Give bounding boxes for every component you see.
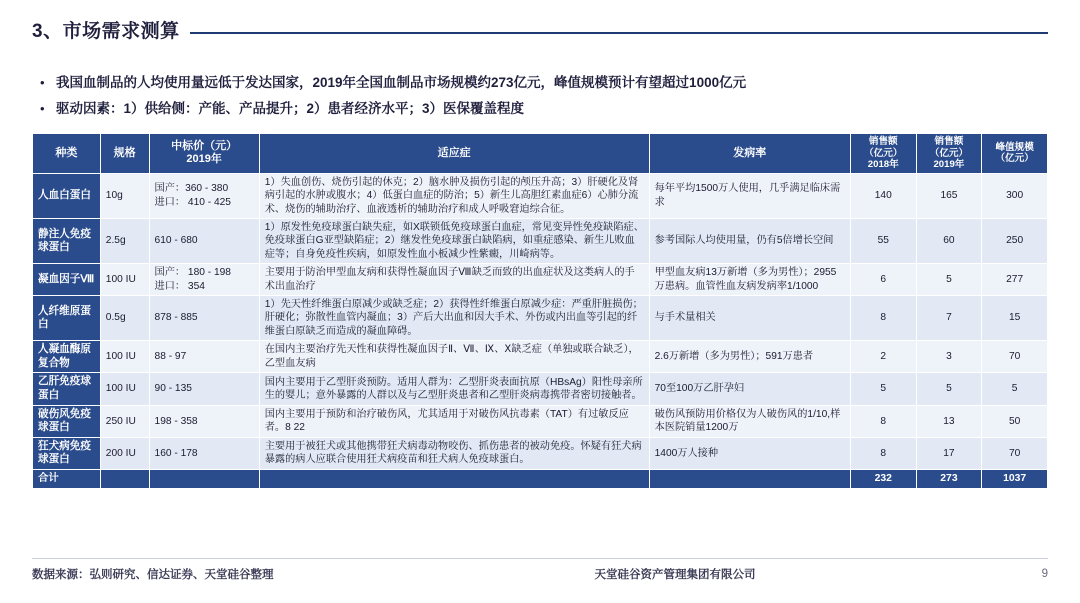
table-row bbox=[33, 219, 1048, 264]
cell-sales-2019: 7 bbox=[916, 296, 982, 341]
cell-peak: 250 bbox=[982, 219, 1048, 264]
data-table bbox=[32, 133, 1048, 489]
cell-sales-2018: 5 bbox=[850, 373, 916, 405]
list-item bbox=[40, 72, 1050, 94]
table-row bbox=[33, 373, 1048, 405]
cell-indication: 国内主要用于乙型肝炎预防。适用人群为：乙型肝炎表面抗原（HBsAg）阳性母亲所生的婴儿；意外暴露的人群以及与乙型肝炎患者和乙型肝炎病毒携带者密切接触者。 bbox=[259, 373, 649, 405]
cell-indication: 在国内主要治疗先天性和获得性凝血因子Ⅱ、Ⅶ、Ⅸ、Ⅹ缺乏症（单独或联合缺乏），乙型血友病 bbox=[259, 341, 649, 373]
cell-peak: 5 bbox=[982, 373, 1048, 405]
table-row bbox=[33, 264, 1048, 296]
footer-company: 天堂硅谷资产管理集团有限公司 bbox=[594, 569, 756, 581]
table-body bbox=[33, 173, 1048, 488]
page-number: 9 bbox=[1041, 568, 1048, 580]
cell-spec: 10g bbox=[100, 173, 149, 218]
column-header-indication: 适应症 bbox=[259, 134, 649, 174]
cell-spec: 200 IU bbox=[100, 437, 149, 469]
cell-sales-2018: 2 bbox=[850, 341, 916, 373]
cell-spec: 100 IU bbox=[100, 341, 149, 373]
cell-indication: 1）失血创伤、烧伤引起的休克；2）脑水肿及损伤引起的颅压升高；3）肝硬化及肾病引起的水肿或腹水；4）低蛋白血症的防治；5）新生儿高胆红素血症6）心肺分流术、烧伤的辅助治疗、血液透析的辅助治疗和成人呼吸窘迫综合征。 bbox=[259, 173, 649, 218]
cell-sales-2018: 55 bbox=[850, 219, 916, 264]
cell-spec: 250 IU bbox=[100, 405, 149, 437]
cell-indication: 主要用于防治甲型血友病和获得性凝血因子Ⅷ缺乏而致的出血症状及这类病人的手术出血治疗 bbox=[259, 264, 649, 296]
cell-category: 破伤风免疫球蛋白 bbox=[33, 405, 101, 437]
footer-source: 数据来源：弘则研究、信达证券、天堂硅谷整理 bbox=[32, 569, 274, 581]
market-demand-table bbox=[32, 133, 1048, 489]
title-divider bbox=[190, 32, 1048, 34]
cell-spec: 100 IU bbox=[100, 264, 149, 296]
cell-indication: 国内主要用于预防和治疗破伤风，尤其适用于对破伤风抗毒素（TAT）有过敏反应者。8 22 bbox=[259, 405, 649, 437]
column-header-price: 中标价（元） 2019年 bbox=[149, 134, 259, 174]
column-header-category: 种类 bbox=[33, 134, 101, 174]
cell-morbidity: 1400万人接种 bbox=[649, 437, 850, 469]
cell-category: 人血白蛋白 bbox=[33, 173, 101, 218]
table-row bbox=[33, 296, 1048, 341]
bullet-list bbox=[40, 72, 1050, 124]
bullet-text: 驱动因素：1）供给侧：产能、产品提升；2）患者经济水平；3）医保覆盖程度 bbox=[56, 101, 525, 116]
cell-category: 静注人免疫球蛋白 bbox=[33, 219, 101, 264]
cell-total-morbidity bbox=[649, 470, 850, 489]
table-row bbox=[33, 173, 1048, 218]
cell-price: 610 - 680 bbox=[149, 219, 259, 264]
cell-indication: 主要用于被狂犬或其他携带狂犬病毒动物咬伤、抓伤患者的被动免疫。怀疑有狂犬病暴露的病人应联合使用狂犬病疫苗和狂犬病人免疫球蛋白。 bbox=[259, 437, 649, 469]
cell-sales-2019: 17 bbox=[916, 437, 982, 469]
cell-category: 人凝血酶原复合物 bbox=[33, 341, 101, 373]
cell-total-sales-2018: 232 bbox=[850, 470, 916, 489]
table-header-row bbox=[33, 134, 1048, 174]
cell-spec: 100 IU bbox=[100, 373, 149, 405]
cell-peak: 50 bbox=[982, 405, 1048, 437]
page-title bbox=[32, 16, 1048, 43]
cell-sales-2019: 13 bbox=[916, 405, 982, 437]
bullet-dot-icon: • bbox=[40, 101, 45, 116]
footer-divider bbox=[32, 558, 1048, 559]
cell-sales-2019: 60 bbox=[916, 219, 982, 264]
cell-price: 90 - 135 bbox=[149, 373, 259, 405]
cell-sales-2018: 140 bbox=[850, 173, 916, 218]
cell-category: 人纤维原蛋白 bbox=[33, 296, 101, 341]
cell-sales-2018: 8 bbox=[850, 437, 916, 469]
cell-price: 88 - 97 bbox=[149, 341, 259, 373]
table-row bbox=[33, 437, 1048, 469]
list-item bbox=[40, 98, 1050, 120]
cell-total-spec bbox=[100, 470, 149, 489]
cell-category: 凝血因子Ⅷ bbox=[33, 264, 101, 296]
cell-price: 160 - 178 bbox=[149, 437, 259, 469]
cell-sales-2018: 8 bbox=[850, 296, 916, 341]
cell-total-price bbox=[149, 470, 259, 489]
column-header-morbidity: 发病率 bbox=[649, 134, 850, 174]
cell-category: 狂犬病免疫球蛋白 bbox=[33, 437, 101, 469]
cell-indication: 1）先天性纤维蛋白原减少或缺乏症；2）获得性纤维蛋白原减少症：严重肝脏损伤；肝硬化；弥散性血管内凝血；3）产后大出血和因大手术、外伤或内出血等引起的纤维蛋白原缺乏而造成的凝血障碍。 bbox=[259, 296, 649, 341]
cell-sales-2018: 6 bbox=[850, 264, 916, 296]
cell-total-sales-2019: 273 bbox=[916, 470, 982, 489]
cell-morbidity: 甲型血友病13万新增（多为男性）；2955万患病。血管性血友病发病率1/1000 bbox=[649, 264, 850, 296]
cell-spec: 2.5g bbox=[100, 219, 149, 264]
cell-morbidity: 70至100万乙肝孕妇 bbox=[649, 373, 850, 405]
cell-peak: 70 bbox=[982, 437, 1048, 469]
bullet-dot-icon: • bbox=[40, 75, 45, 90]
page-title-text: 3、市场需求测算 bbox=[32, 21, 180, 42]
cell-category: 乙肝免疫球蛋白 bbox=[33, 373, 101, 405]
cell-total-peak: 1037 bbox=[982, 470, 1048, 489]
cell-price: 878 - 885 bbox=[149, 296, 259, 341]
cell-sales-2019: 5 bbox=[916, 373, 982, 405]
table-row bbox=[33, 405, 1048, 437]
cell-morbidity: 每年平均1500万人使用，几乎满足临床需求 bbox=[649, 173, 850, 218]
cell-sales-2018: 8 bbox=[850, 405, 916, 437]
column-header-sales-2019: 销售额 （亿元） 2019年 bbox=[916, 134, 982, 174]
table-total-row bbox=[33, 470, 1048, 489]
cell-price: 国产：360 - 380 进口： 410 - 425 bbox=[149, 173, 259, 218]
cell-total-label: 合计 bbox=[33, 470, 101, 489]
cell-sales-2019: 165 bbox=[916, 173, 982, 218]
table-row bbox=[33, 341, 1048, 373]
column-header-sales-2018: 销售额 （亿元） 2018年 bbox=[850, 134, 916, 174]
column-header-peak-scale: 峰值规模 （亿元） bbox=[982, 134, 1048, 174]
cell-sales-2019: 3 bbox=[916, 341, 982, 373]
cell-total-indication bbox=[259, 470, 649, 489]
cell-price: 国产： 180 - 198 进口： 354 bbox=[149, 264, 259, 296]
cell-morbidity: 参考国际人均使用量，仍有5倍增长空间 bbox=[649, 219, 850, 264]
cell-price: 198 - 358 bbox=[149, 405, 259, 437]
cell-sales-2019: 5 bbox=[916, 264, 982, 296]
cell-peak: 277 bbox=[982, 264, 1048, 296]
cell-peak: 70 bbox=[982, 341, 1048, 373]
bullet-text: 我国血制品的人均使用量远低于发达国家，2019年全国血制品市场规模约273亿元，峰值规模预计有望超过1000亿元 bbox=[56, 75, 747, 90]
cell-morbidity: 与手术量相关 bbox=[649, 296, 850, 341]
cell-spec: 0.5g bbox=[100, 296, 149, 341]
cell-indication: 1）原发性免疫球蛋白缺失症，如X联锁低免疫球蛋白血症，常见变异性免疫缺陷症、免疫球蛋白G亚型缺陷症；2）继发性免疫球蛋白缺陷病，如重症感染、新生儿败血症等；自身免疫性疾病，如原发性血小板减少性紫癜，川崎病等。 bbox=[259, 219, 649, 264]
cell-peak: 300 bbox=[982, 173, 1048, 218]
footer bbox=[32, 566, 1048, 582]
cell-peak: 15 bbox=[982, 296, 1048, 341]
cell-morbidity: 破伤风预防用价格仅为人破伤风的1/10,样本医院销量1200万 bbox=[649, 405, 850, 437]
cell-morbidity: 2.6万新增（多为男性）；591万患者 bbox=[649, 341, 850, 373]
column-header-spec: 规格 bbox=[100, 134, 149, 174]
